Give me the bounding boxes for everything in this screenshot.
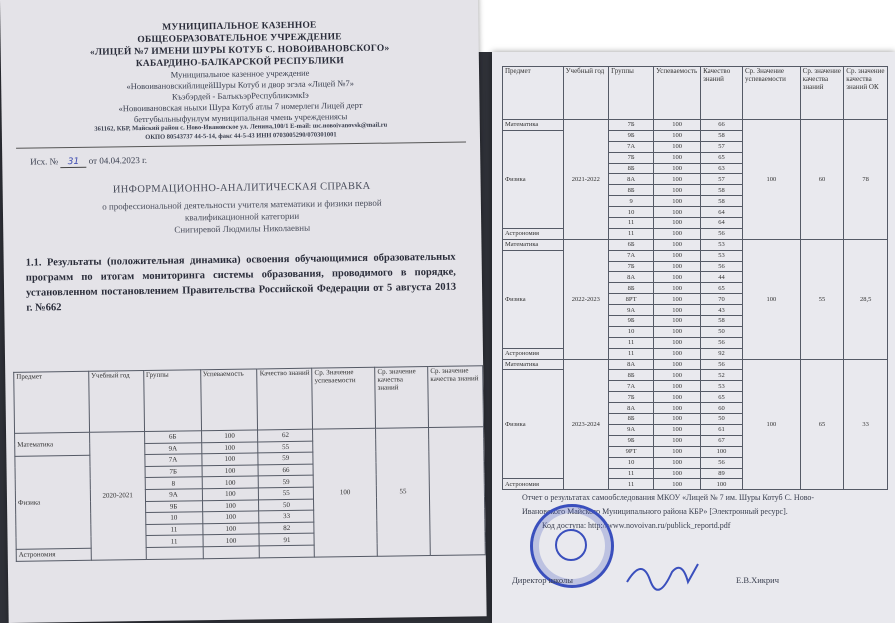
section-heading: 1.1. Результаты (положительная динамика) освоения обучающимися образовательных программ по итогам мониторинга системы образования, проводимого в порядке, установленном постановлением Правительства Российской Федерации от 5 августа 2013 г. №662 bbox=[25, 251, 457, 314]
group-cell: 8А bbox=[609, 359, 654, 370]
group-cell: 9А bbox=[145, 489, 202, 501]
col-groups: Группы bbox=[143, 370, 201, 432]
col-avg-success: Ср. Значение успеваемости bbox=[312, 367, 376, 429]
group-cell: 7А bbox=[609, 250, 654, 261]
quality-cell: 65 bbox=[701, 152, 743, 163]
signature-name: Е.В.Хикрич bbox=[736, 575, 780, 585]
subheader-line-3: Къэбэрдей - БалъкъэрРеспубликэмкIэ bbox=[171, 89, 309, 102]
quality-cell: 58 bbox=[701, 130, 743, 141]
success-cell: 100 bbox=[654, 348, 701, 359]
success-cell: 100 bbox=[654, 414, 701, 425]
col-avg-ok: Ср. значение качества знаний ОК bbox=[844, 67, 888, 120]
footer-line-3: Код доступа: http://www.novoivan.ru/publick_reportd.pdf bbox=[542, 521, 731, 530]
quality-cell: 52 bbox=[701, 370, 743, 381]
quality-cell: 60 bbox=[701, 403, 743, 414]
group-cell: 9РТ bbox=[609, 446, 654, 457]
quality-cell: 92 bbox=[701, 348, 743, 359]
quality-cell: 63 bbox=[701, 163, 743, 174]
success-cell: 100 bbox=[654, 305, 701, 316]
subtitle-line-1: о профессиональной деятельности учителя математики и физики первой bbox=[102, 197, 382, 212]
year-cell: 2020-2021 bbox=[89, 432, 146, 560]
signature-scribble bbox=[622, 552, 702, 592]
success-cell: 100 bbox=[654, 381, 701, 392]
subject-cell: Физика bbox=[15, 455, 91, 549]
signature-role: Директор школы bbox=[512, 575, 573, 585]
subject-cell: Физика bbox=[503, 130, 564, 228]
group-cell: 8А bbox=[609, 174, 654, 185]
group-cell: 8Б bbox=[609, 370, 654, 381]
group-cell: 10 bbox=[609, 207, 654, 218]
success-cell: 100 bbox=[201, 453, 258, 465]
success-cell: 100 bbox=[654, 130, 701, 141]
group-cell: 8А bbox=[609, 403, 654, 414]
group-cell: 9Б bbox=[609, 130, 654, 141]
quality-cell: 33 bbox=[259, 510, 314, 522]
success-cell: 100 bbox=[654, 435, 701, 446]
col-quality: Качество знаний bbox=[257, 368, 313, 430]
footer-line-2: Ивановского Майского Муниципального района КБР» [Электронный ресурс]. bbox=[522, 507, 788, 516]
header-line-3: «ЛИЦЕЙ №7 ИМЕНИ ШУРЫ КОТУБ С. НОВОИВАНОВСКОГО» bbox=[89, 43, 390, 58]
results-table-2021-2024 bbox=[502, 66, 888, 490]
quality-cell: 55 bbox=[259, 487, 314, 499]
avg-ok-cell: 78 bbox=[844, 120, 888, 240]
success-cell: 100 bbox=[201, 430, 258, 442]
avg-quality-cell: 60 bbox=[800, 120, 844, 240]
success-cell: 100 bbox=[654, 141, 701, 152]
subject-cell: Физика bbox=[503, 250, 564, 348]
success-cell: 100 bbox=[202, 488, 259, 500]
quality-cell: 65 bbox=[701, 283, 743, 294]
group-cell: 10 bbox=[609, 326, 654, 337]
subheader-line-2: «НовоивановскийлицейШуры Котуб и двор эгэла «Лицей №7» bbox=[126, 78, 355, 92]
table-row bbox=[503, 239, 888, 250]
year-cell: 2022-2023 bbox=[563, 239, 609, 359]
subject-cell: Математика bbox=[503, 120, 564, 131]
header-line-4: КАБАРДИНО-БАЛКАРСКОЙ РЕСПУБЛИКИ bbox=[135, 56, 345, 70]
quality-cell: 65 bbox=[701, 392, 743, 403]
quality-cell: 100 bbox=[701, 479, 743, 490]
col-avg-quality-2: Ср. значение качества знаний bbox=[428, 366, 484, 428]
success-cell: 100 bbox=[654, 120, 701, 131]
success-cell: 100 bbox=[654, 218, 701, 229]
quality-cell: 91 bbox=[259, 534, 314, 546]
quality-cell bbox=[260, 545, 315, 557]
group-cell: 9 bbox=[609, 196, 654, 207]
success-cell: 100 bbox=[654, 294, 701, 305]
subtitle-line-3: Снигиревой Людмилы Николаевны bbox=[174, 222, 311, 235]
success-cell: 100 bbox=[202, 534, 259, 546]
background-white-area bbox=[470, 0, 895, 52]
group-cell: 6Б bbox=[609, 239, 654, 250]
letterhead bbox=[0, 17, 480, 144]
group-cell: 8Б bbox=[609, 283, 654, 294]
group-cell: 8А bbox=[609, 272, 654, 283]
subject-cell: Математика bbox=[15, 432, 90, 456]
success-cell: 100 bbox=[654, 424, 701, 435]
ref-number: 31 bbox=[60, 157, 86, 168]
year-cell: 2023-2024 bbox=[563, 359, 609, 490]
quality-cell: 56 bbox=[701, 457, 743, 468]
success-cell: 100 bbox=[654, 261, 701, 272]
col-avg-success: Ср. Значение успеваемости bbox=[742, 67, 800, 120]
success-cell: 100 bbox=[654, 392, 701, 403]
success-cell: 100 bbox=[654, 403, 701, 414]
document-page-right bbox=[492, 52, 895, 623]
col-avg-quality: Ср. значение качества знаний bbox=[800, 67, 844, 120]
avg-success-cell: 100 bbox=[742, 359, 800, 490]
quality-cell: 50 bbox=[701, 326, 743, 337]
group-cell: 8Б bbox=[609, 163, 654, 174]
quality-cell: 55 bbox=[258, 441, 313, 453]
quality-cell: 66 bbox=[258, 464, 313, 476]
quality-cell: 58 bbox=[701, 185, 743, 196]
group-cell: 7Б bbox=[145, 466, 202, 478]
quality-cell: 56 bbox=[701, 337, 743, 348]
quality-cell: 53 bbox=[701, 381, 743, 392]
avg-ok-cell: 28,5 bbox=[844, 239, 888, 359]
col-year: Учебный год bbox=[563, 67, 609, 120]
table-body bbox=[503, 120, 888, 490]
subtitle-line-2: квалификационной категории bbox=[184, 210, 300, 223]
col-groups: Группы bbox=[609, 67, 654, 120]
table-row bbox=[503, 359, 888, 370]
subject-cell: Астрономия bbox=[503, 228, 564, 239]
success-cell: 100 bbox=[654, 152, 701, 163]
group-cell: 7Б bbox=[609, 392, 654, 403]
group-cell: 7А bbox=[145, 454, 202, 466]
group-cell: 11 bbox=[146, 523, 203, 535]
quality-cell: 50 bbox=[701, 414, 743, 425]
ref-date: от 04.04.2023 г. bbox=[88, 154, 148, 166]
address-line-2: ОКПО 80543737 44-5-14, факс 44-5-43 ИНН 0703005290/070301001 bbox=[145, 130, 337, 141]
success-cell: 100 bbox=[654, 185, 701, 196]
quality-cell: 89 bbox=[701, 468, 743, 479]
quality-cell: 58 bbox=[701, 196, 743, 207]
quality-cell: 57 bbox=[701, 174, 743, 185]
group-cell: 9А bbox=[144, 442, 201, 454]
avg-ok-cell: 33 bbox=[844, 359, 888, 490]
group-cell: 9А bbox=[609, 424, 654, 435]
group-cell: 7А bbox=[609, 381, 654, 392]
col-year: Учебный год bbox=[89, 371, 145, 433]
success-cell: 100 bbox=[654, 359, 701, 370]
success-cell: 100 bbox=[654, 196, 701, 207]
quality-cell: 70 bbox=[701, 294, 743, 305]
quality-cell: 58 bbox=[701, 316, 743, 327]
quality-cell: 59 bbox=[258, 452, 313, 464]
success-cell: 100 bbox=[654, 468, 701, 479]
footer-line-1: Отчет о результатах самообследования МКОУ «Лицей № 7 им. Шуры Котуб С. Ново- bbox=[522, 493, 815, 502]
quality-cell: 62 bbox=[258, 429, 313, 441]
group-cell: 11 bbox=[609, 479, 654, 490]
success-cell: 100 bbox=[202, 476, 259, 488]
quality-cell: 66 bbox=[701, 120, 743, 131]
avg-quality-cell: 55 bbox=[800, 239, 844, 359]
subject-cell: Математика bbox=[503, 239, 564, 250]
address-line-1: 361162, КБР, Майский район с. Ново-Ивановское ул. Ленина,100/1 E-mail: шс.новоivanovsk@mail.ru bbox=[94, 121, 388, 133]
success-cell: 100 bbox=[654, 228, 701, 239]
quality-cell: 64 bbox=[701, 207, 743, 218]
quality-cell: 64 bbox=[701, 218, 743, 229]
quality-cell: 53 bbox=[701, 250, 743, 261]
success-cell: 100 bbox=[654, 479, 701, 490]
subject-cell: Физика bbox=[503, 370, 564, 479]
group-cell: 11 bbox=[609, 337, 654, 348]
quality-cell: 100 bbox=[701, 446, 743, 457]
group-cell: 8Б bbox=[609, 414, 654, 425]
success-cell: 100 bbox=[654, 370, 701, 381]
quality-cell: 56 bbox=[701, 261, 743, 272]
group-cell: 9Б bbox=[145, 500, 202, 512]
quality-cell: 61 bbox=[701, 424, 743, 435]
subheader-line-5: бетгубыльныфунлум муниципальная чмень учреждениясы bbox=[133, 111, 348, 125]
success-cell: 100 bbox=[654, 250, 701, 261]
header-line-1: МУНИЦИПАЛЬНОЕ КАЗЕННОЕ bbox=[162, 20, 317, 33]
success-cell: 100 bbox=[654, 457, 701, 468]
subheader-line-4: «Новоивановская ньыхи Шура Котуб атлы 7 номерлеги Лицей дерт bbox=[118, 99, 363, 114]
group-cell bbox=[146, 547, 203, 559]
col-success: Успеваемость bbox=[654, 67, 701, 120]
success-cell: 100 bbox=[654, 326, 701, 337]
success-cell: 100 bbox=[202, 499, 259, 511]
success-cell bbox=[203, 546, 260, 558]
group-cell: 10 bbox=[145, 512, 202, 524]
document-title: ИНФОРМАЦИОННО-АНАЛИТИЧЕСКАЯ СПРАВКА bbox=[112, 180, 371, 196]
success-cell: 100 bbox=[654, 239, 701, 250]
group-cell: 11 bbox=[609, 468, 654, 479]
group-cell: 6Б bbox=[144, 431, 201, 443]
quality-cell: 43 bbox=[701, 305, 743, 316]
table-header-row bbox=[14, 366, 484, 434]
success-cell: 100 bbox=[654, 163, 701, 174]
avg-success-cell: 100 bbox=[742, 120, 800, 240]
group-cell: 11 bbox=[146, 535, 203, 547]
group-cell: 11 bbox=[609, 228, 654, 239]
success-cell: 100 bbox=[654, 174, 701, 185]
group-cell: 7Б bbox=[609, 152, 654, 163]
success-cell: 100 bbox=[202, 523, 259, 535]
table-row bbox=[503, 120, 888, 131]
quality-cell: 67 bbox=[701, 435, 743, 446]
quality-cell: 56 bbox=[701, 228, 743, 239]
header-line-2: ОБЩЕОБРАЗОВАТЕЛЬНОЕ УЧРЕЖДЕНИЕ bbox=[137, 32, 342, 46]
quality-cell: 56 bbox=[701, 359, 743, 370]
subject-cell: Астрономия bbox=[503, 348, 564, 359]
group-cell: 7Б bbox=[609, 261, 654, 272]
col-quality: Качество знаний bbox=[701, 67, 743, 120]
quality-cell: 57 bbox=[701, 141, 743, 152]
group-cell: 9А bbox=[609, 305, 654, 316]
subject-cell: Астрономия bbox=[16, 548, 91, 561]
group-cell: 8 bbox=[145, 477, 202, 489]
group-cell: 7А bbox=[609, 141, 654, 152]
group-cell: 9Б bbox=[609, 435, 654, 446]
subject-cell: Астрономия bbox=[503, 479, 564, 490]
col-avg-quality: Ср. значение качества знаний bbox=[375, 367, 429, 429]
quality-cell: 82 bbox=[259, 522, 314, 534]
avg-success-cell: 100 bbox=[742, 239, 800, 359]
year-cell: 2021-2022 bbox=[563, 120, 609, 240]
avg-success-cell: 100 bbox=[313, 428, 378, 556]
avg-quality-cell-2 bbox=[429, 427, 486, 555]
avg-quality-cell: 55 bbox=[376, 428, 431, 556]
ref-prefix: Исх. № bbox=[30, 156, 59, 167]
success-cell: 100 bbox=[654, 337, 701, 348]
outgoing-reference bbox=[30, 150, 480, 168]
subheader-line-1: Муниципальное казенное учреждение bbox=[170, 67, 310, 80]
group-cell: 8РТ bbox=[609, 294, 654, 305]
col-subject: Предмет bbox=[503, 67, 564, 120]
quality-cell: 44 bbox=[701, 272, 743, 283]
group-cell: 11 bbox=[609, 348, 654, 359]
subject-cell: Математика bbox=[503, 359, 564, 370]
group-cell: 7Б bbox=[609, 120, 654, 131]
group-cell: 11 bbox=[609, 218, 654, 229]
col-subject: Предмет bbox=[14, 371, 90, 433]
group-cell: 10 bbox=[609, 457, 654, 468]
success-cell: 100 bbox=[654, 446, 701, 457]
success-cell: 100 bbox=[201, 442, 258, 454]
quality-cell: 50 bbox=[259, 499, 314, 511]
avg-quality-cell: 65 bbox=[800, 359, 844, 490]
group-cell: 9Б bbox=[609, 316, 654, 327]
success-cell: 100 bbox=[654, 283, 701, 294]
table-header-row bbox=[503, 67, 888, 120]
success-cell: 100 bbox=[654, 316, 701, 327]
results-table-2020 bbox=[13, 365, 486, 561]
quality-cell: 53 bbox=[701, 239, 743, 250]
col-success: Успеваемость bbox=[200, 369, 258, 431]
quality-cell: 59 bbox=[259, 476, 314, 488]
success-cell: 100 bbox=[202, 465, 259, 477]
group-cell: 8Б bbox=[609, 185, 654, 196]
success-cell: 100 bbox=[654, 272, 701, 283]
success-cell: 100 bbox=[202, 511, 259, 523]
success-cell: 100 bbox=[654, 207, 701, 218]
